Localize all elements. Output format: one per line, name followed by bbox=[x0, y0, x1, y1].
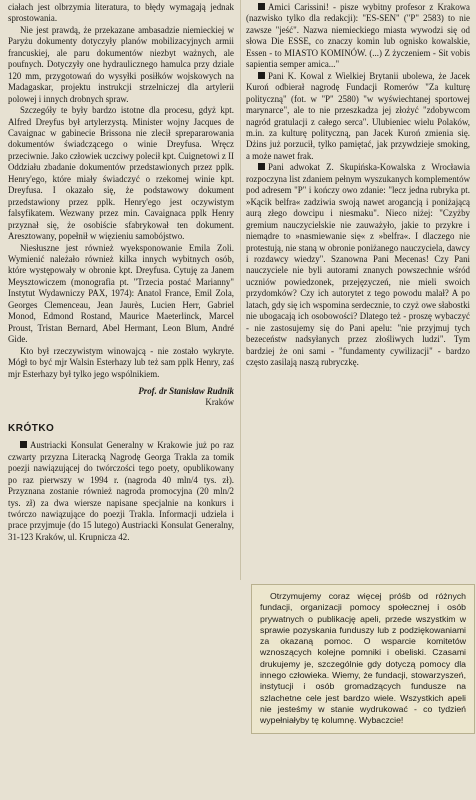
krotko-item-text: Austriacki Konsulat Generalny w Krakowie już po raz czwarty przyzna Literacką Nagrodę Georga Trakla za tomik poezji nawiązującej do twórczości tego poety, opublikowany po raz pierwszy w 1994 r. (nagroda 40 mln/4 tys. zł). Przyznana zostanie również nagroda promocyjna (20 mln/2 tys. zł) za dwa wiersze napisane specjalnie na konkurs i twórczo nawiązujące do poezji Trakla. Informacji udziela i prace przyjmuje (do 15 lutego) Austriacki Konsulat Generalny, 31-123 Kraków, ul. Krupnicza 42. bbox=[8, 440, 234, 542]
square-bullet-icon bbox=[258, 72, 265, 79]
article-paragraph: ciałach jest olbrzymia literatura, to błędy wymagają jednak sprostowania. bbox=[8, 2, 234, 24]
right-column bbox=[246, 2, 470, 369]
letter-item-text: Pani adwokat Z. Skupińska-Kowalska z Wrocławia rozpoczyna list zdaniem pełnym wyszukanych komplementów pod adresem "P" i kończy owo zdanie: "lecz jedna rubryka pt. »Kącik belfra« zadziwia swoją nawet arogancją i poniżającą aurą złego dowcipu i niesmaku". Nieco niżej: "Czyżby gremium nauczycielskie nie zauważyło, jakie to przykre i niemądre to »nasmiewanie się« z »belfra«. I dlaczego nie protestują, nie staną w obronie poniżanego nauczyciela, dawcy i rozdawcy wiedzy". Szanowna Pani Mecenas! Czy Pani nauczyciele nie byli autorami znanych powszechnie wśród uczniów powiedzonek, przejęzyczeń, nie mieli swoich przydomków? Czy ich autorytet z tego powodu malał? A po latach, gdy się ich wspomina serdecznie, to czyż owe słabostki nie ubogacają ich osobowości? Dlatego też - proszę wybaczyć - nie zastosujemy się do Pani apelu: "nie przyjmuj tych bezeceństw nadsyłanych przez złośliwych ludzi". Tym bardziej że oni sami - "fundamenty cywilizacji" - bardzo często zasilają naszą rubryczkę. bbox=[246, 162, 470, 368]
article-paragraph: Niesłuszne jest również wyeksponowanie Emila Zoli. Wymienić należało również kilka innych wybitnych osób, które występowały w obronie kpt. Dreyfusa. Cytuję za Janem Meysztowiczem (monografia pt. "Trzecia postać Marianny" Instytut Wydawniczy PAX, 1974): Anatol France, Emil Zola, Georges Clemenceau, Jean Jaurès, Lucien Herr, Gabriel Monod, Edmond Rostand, Maurice Maeterlinck, Marcel Proust, Tristan Bernard, Abel Hermant, Leon Blum, André Gide. bbox=[8, 242, 234, 345]
letter-item-text: Amici Carissini! - pisze wybitny profesor z Krakowa (nazwisko tylko dla redakcji): "ES-SEN" ("P" 2583) to nie zawsze "jeść". Nazwa niemieckiego miasta wywodzi się od słowa Die ESSE, co znaczy komin lub ognisko kowalskie, Essen - to MIASTO KOMINÓW. (...) Z życzeniem - Sit vobis sapientia semper amica..." bbox=[246, 2, 470, 70]
notice-text: Otrzymujemy coraz więcej próśb od różnych fundacji, organizacji pomocy społecznej i osób prywatnych o publikację apeli, przede wszystkim w sprawie pozyskania funduszy lub z podziękowaniami za okazaną pomoc. O wsparcie komitetów wznoszących kolejne pomniki i obeliski. Czasami drukujemy je, szczególnie gdy dotyczą pomocy dla innego człowieka. Wiemy, że fundacji, stowarzyszeń, instytucji i osób gromadzących fundusze na szlachetne cele jest bardzo wiele. Wszystkich apeli nie jesteśmy w stanie wydrukować - co tydzień wypełniałyby tę kolumnę. Wybaczcie! bbox=[260, 591, 466, 726]
column-divider bbox=[240, 0, 241, 580]
square-bullet-icon bbox=[258, 3, 265, 10]
letter-item bbox=[246, 2, 470, 71]
signature-name: Prof. dr Stanisław Rudnik bbox=[138, 385, 234, 396]
letter-item bbox=[246, 71, 470, 163]
letter-item-text: Pani K. Kowal z Wielkiej Brytanii ubolewa, że Jacek Kuroń odbierał nagrodę Fundacji Romerów "Za kulturę polityczną" (fot. w "P" 2580) "w wyświechtanej sportowej marynarce", ale to nie przeszkadza jej złożyć "zdobywcom nagród gratulacji z całego serca". Ulubieniec wielu Polaków, m.in. za kulturę polityczną, pan Jacek Kuroń zmienia się. Dżins już porzucił, tylko pamiętać, jak przywdzieje smoking, a może nawet frak. bbox=[246, 70, 470, 161]
article-paragraph: Kto był rzeczywistym winowajcą - nie zostało wykryte. Mógł to być mjr Walsin Esterhazy lub też sam pplk Henry, zaś mjr Esterhazy był tylko jego wspólnikiem. bbox=[8, 345, 234, 379]
signature bbox=[8, 386, 234, 409]
notice-box bbox=[251, 584, 475, 734]
article-paragraph: Szczegóły te były bardzo istotne dla procesu, gdyż kpt. Alfred Dreyfus był artylerzystą. Minister wojny Jacques de Cavaignac w gabinecie Brissona nie zlecił sprepararowania dokumentów świadczącego o winie Dreyfusa. Wręcz przeciwnie. Jako człowiek uczciwy polecił kpt. Cuignetowi z II Oddziału zbadanie dokumentów przedstawionych przez pplk. Henry'ego, które miały świadczyć o rzekomej winie kpt. Dreyfusa. I okazało się, że podstawowy dokument przedstawiony przez pplk. Henry'ego jest oczywistym falsyfikatem. Wezwany przez min. Cavaignaca pplk Henry przyznał się, że osobiście sfabrykował ten dokument. Aresztowany, popełnił w więzieniu samobójstwo. bbox=[8, 105, 234, 242]
square-bullet-icon bbox=[20, 441, 27, 448]
letter-item bbox=[246, 162, 470, 368]
square-bullet-icon bbox=[258, 163, 265, 170]
article-paragraph: Nie jest prawdą, że przekazane ambasadzie niemieckiej w Paryżu dokumenty dotyczyły planów mobilizacyjnych armii francuskiej, ale paru dokumentów niezbyt ważnych, ale poufnych. Dotyczyły one hydraulicznego hamulca przy dziale 120 mm, przygotowań do wysyłki posiłków wojskowych na Madagaskar, projektu instrukcji strzelniczej dla artylerii polowej i innych drobnych spraw. bbox=[8, 24, 234, 104]
section-heading: KRÓTKO bbox=[8, 422, 55, 434]
krotko-item bbox=[8, 440, 234, 543]
signature-place: Kraków bbox=[205, 397, 234, 408]
left-column bbox=[8, 2, 234, 543]
